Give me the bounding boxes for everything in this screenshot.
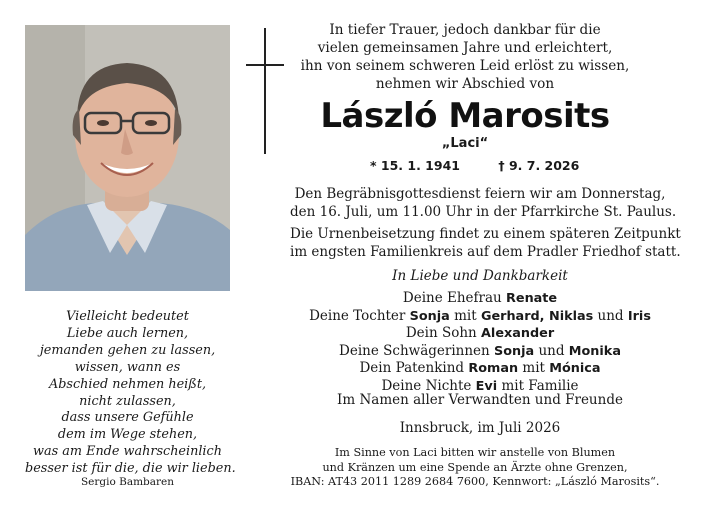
- poem-author: Sergio Bambaren: [80, 476, 175, 488]
- urn-line: Die Urnenbeisetzung findet zu einem späteren Zeitpunkt: [290, 226, 681, 242]
- birth-date: * 15. 1. 1941: [370, 158, 460, 173]
- place-date: Innsbruck, im Juli 2026: [399, 420, 561, 436]
- urn-burial-text: [290, 226, 681, 261]
- intro-text: [300, 21, 630, 93]
- funeral-service-text: [290, 186, 677, 221]
- urn-line: im engsten Familienkreis auf dem Pradler Friedhof statt.: [290, 243, 681, 260]
- love-gratitude-line: In Liebe und Dankbarkeit: [392, 268, 568, 284]
- poem-line: wissen, wann es: [74, 359, 181, 375]
- donation-line: IBAN: AT43 2011 1289 2684 7600, Kennwort: „László Marosits“.: [290, 475, 660, 488]
- poem-line: Abschied nehmen heißt,: [48, 376, 207, 392]
- intro-line: vielen gemeinsamen Jahre und erleichtert,: [317, 40, 613, 56]
- poem-line: Vielleicht bedeutet: [66, 309, 189, 324]
- poem-line: Liebe auch lernen,: [66, 325, 189, 341]
- relatives-line: Im Namen aller Verwandten und Freunde: [337, 392, 623, 408]
- poem-line: nicht zulassen,: [79, 393, 176, 409]
- portrait-photo: [25, 25, 230, 291]
- portrait-image: [25, 25, 230, 291]
- donation-line: und Kränzen um eine Spende an Ärzte ohne Grenzen,: [322, 460, 628, 474]
- poem-line: besser ist für die, die wir lieben.: [25, 461, 236, 477]
- mourner-line: Deine Ehefrau Renate: [402, 290, 558, 306]
- cross-icon: [246, 28, 284, 154]
- mourner-line: Deine Schwägerinnen Sonja und Monika: [339, 342, 621, 359]
- poem-line: dem im Wege stehen,: [57, 427, 198, 443]
- mourner-line: Deine Tochter Sonja mit Gerhard, Niklas und Iris: [309, 307, 651, 324]
- deceased-nickname: „Laci“: [441, 136, 489, 151]
- donation-line: Im Sinne von Laci bitten wir anstelle von Blumen: [334, 446, 616, 459]
- service-line: den 16. Juli, um 11.00 Uhr in der Pfarrkirche St. Paulus.: [290, 203, 677, 220]
- mourner-line: Dein Patenkind Roman mit Mónica: [359, 360, 601, 376]
- life-dates: [370, 158, 610, 174]
- mourners-list: [290, 290, 670, 395]
- poem-line: was am Ende wahrscheinlich: [33, 444, 222, 460]
- death-date: † 9. 7. 2026: [498, 158, 580, 173]
- poem: [25, 309, 236, 478]
- poem-line: dass unsere Gefühle: [61, 410, 194, 426]
- service-line: Den Begräbnisgottesdienst feiern wir am Donnerstag,: [294, 186, 666, 202]
- deceased-name: László Marosits: [320, 96, 610, 136]
- mourner-line: Deine Nichte Evi mit Familie: [381, 377, 579, 394]
- poem-line: jemanden gehen zu lassen,: [39, 342, 216, 358]
- intro-line: In tiefer Trauer, jedoch dankbar für die: [329, 22, 601, 38]
- donation-request: [265, 446, 685, 490]
- intro-line: nehmen wir Abschied von: [375, 76, 555, 92]
- mourner-line: Dein Sohn Alexander: [405, 325, 555, 341]
- intro-line: ihn von seinem schweren Leid erlöst zu wissen,: [300, 58, 630, 74]
